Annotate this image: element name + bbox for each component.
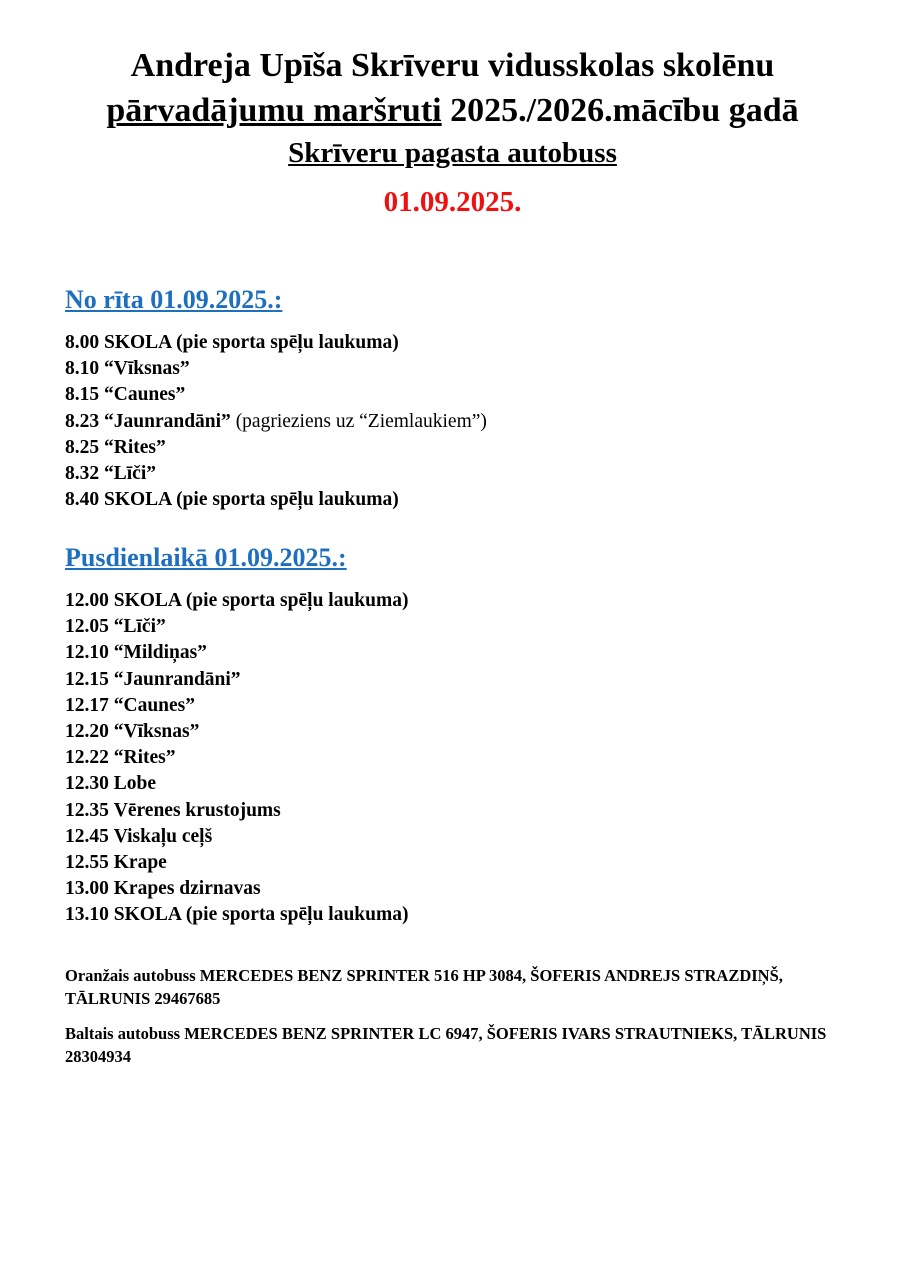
stop-name: “Līči” <box>104 463 156 485</box>
list-item <box>65 798 408 824</box>
list-item <box>65 409 487 435</box>
stop-name: Krapes dzirnavas <box>113 878 261 900</box>
list-item <box>65 876 408 902</box>
stop-name: SKOLA (pie sporta spēļu laukuma) <box>104 489 399 511</box>
title-rest-part: 2025./2026.mācību gadā <box>441 92 799 129</box>
document-date: 01.09.2025. <box>383 186 522 218</box>
stop-time: 12.30 <box>65 773 109 795</box>
midday-stop-list <box>65 588 408 929</box>
stop-time: 12.45 <box>65 825 109 847</box>
stop-name: SKOLA (pie sporta spēļu laukuma) <box>113 904 409 926</box>
list-item <box>65 356 487 382</box>
stop-name: Krape <box>113 852 167 874</box>
morning-heading-suffix: : <box>273 285 283 314</box>
list-item <box>65 745 408 771</box>
stop-name: SKOLA (pie sporta spēļu laukuma) <box>104 332 399 353</box>
stop-time: 8.10 <box>65 358 100 380</box>
list-item <box>65 614 408 640</box>
list-item <box>65 719 408 745</box>
stop-name: Viskaļu ceļš <box>113 825 213 847</box>
stop-name: “Rites” <box>104 436 166 458</box>
stop-name: “Jaunrandāni” <box>104 410 231 432</box>
stop-time: 8.00 <box>65 332 100 353</box>
list-item <box>65 640 408 666</box>
stop-name: “Caunes” <box>104 384 186 406</box>
stop-name: “Līči” <box>113 616 166 638</box>
list-item <box>65 330 487 356</box>
bus-note-white: Baltais autobuss MERCEDES BENZ SPRINTER LC 6947, ŠOFERIS IVARS STRAUTNIEKS, TĀLRUNIS 28304934 <box>65 1024 827 1066</box>
list-item <box>65 667 408 693</box>
stop-name: “Caunes” <box>113 694 196 716</box>
midday-heading: Pusdienlaikā 01.09.2025.: <box>65 543 347 572</box>
morning-stop-list <box>65 330 487 513</box>
stop-time: 12.17 <box>65 694 109 716</box>
document-title-line2 <box>0 89 905 133</box>
stop-time: 8.23 <box>65 410 100 432</box>
stop-name: “Vīksnas” <box>113 721 200 743</box>
stop-name: “Rites” <box>113 747 176 769</box>
list-item <box>65 435 487 461</box>
stop-time: 12.00 <box>65 590 109 611</box>
stop-name: “Mildiņas” <box>113 642 207 664</box>
stop-note: (pagrieziens uz “Ziemlaukiem”) <box>230 410 487 432</box>
list-item <box>65 850 408 876</box>
list-item <box>65 461 487 487</box>
morning-heading <box>65 283 282 317</box>
stop-time: 8.25 <box>65 436 100 458</box>
stop-name: Lobe <box>113 773 157 795</box>
list-item <box>65 771 408 797</box>
stop-time: 12.22 <box>65 747 109 769</box>
list-item <box>65 902 408 928</box>
stop-time: 13.00 <box>65 878 109 900</box>
stop-time: 12.55 <box>65 852 109 874</box>
stop-name: “Vīksnas” <box>104 358 190 380</box>
document-title-line1: Andreja Upīša Skrīveru vidusskolas skolēnu <box>130 47 775 84</box>
stop-name: Vērenes krustojums <box>113 799 281 821</box>
stop-name: SKOLA (pie sporta spēļu laukuma) <box>113 590 409 611</box>
document-subtitle: Skrīveru pagasta autobuss <box>288 137 617 169</box>
stop-time: 8.40 <box>65 489 100 511</box>
stop-time: 8.32 <box>65 463 100 485</box>
bus-note-orange: Oranžais autobuss MERCEDES BENZ SPRINTER 516 HP 3084, ŠOFERIS ANDREJS STRAZDIŅŠ, TĀLRUNIS 29467685 <box>65 966 783 1008</box>
list-item <box>65 382 487 408</box>
title-underlined-part: pārvadājumu maršruti <box>106 92 442 129</box>
list-item <box>65 693 408 719</box>
stop-time: 12.10 <box>65 642 109 664</box>
stop-name: “Jaunrandāni” <box>113 668 241 690</box>
stop-time: 12.05 <box>65 616 109 638</box>
stop-time: 12.15 <box>65 668 109 690</box>
morning-heading-text: No rīta 01.09.2025. <box>65 285 274 314</box>
stop-time: 12.35 <box>65 799 109 821</box>
stop-time: 12.20 <box>65 721 109 743</box>
list-item <box>65 824 408 850</box>
list-item <box>65 588 408 614</box>
list-item <box>65 487 487 513</box>
stop-time: 8.15 <box>65 384 100 406</box>
stop-time: 13.10 <box>65 904 109 926</box>
